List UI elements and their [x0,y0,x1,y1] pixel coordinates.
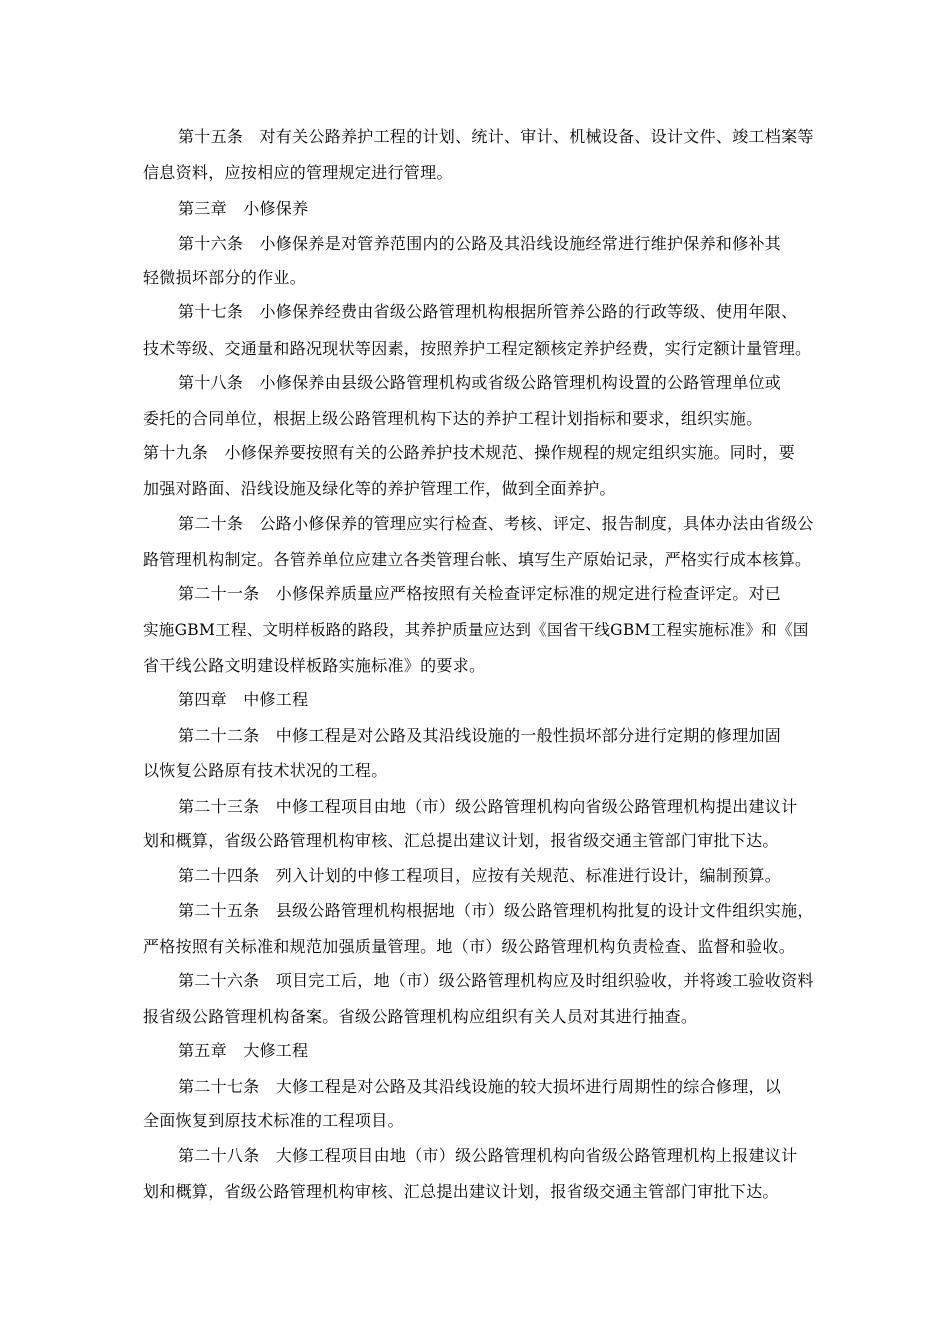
chapter-heading: 第四章 中修工程 [178,690,309,709]
text-line: 第二十七条 大修工程是对公路及其沿线设施的较大损坏进行周期性的综合修理，以 [178,1077,782,1096]
text-line: 轻微损坏部分的作业。 [143,268,307,287]
text-line: 第二十六条 项目完工后，地（市）级公路管理机构应及时组织验收，并将竣工验收资料 [178,971,814,990]
chapter-heading: 第三章 小修保养 [178,199,309,218]
text-line: 路管理机构制定。各管养单位应建立各类管理台帐、填写生产原始记录，严格实行成本核算。 [143,550,812,569]
text-line: 加强对路面、沿线设施及绿化等的养护管理工作，做到全面养护。 [143,479,616,498]
text-line: 第十八条 小修保养由县级公路管理机构或省级公路管理机构设置的公路管理单位或 [178,373,782,392]
text-line: 第二十四条 列入计划的中修工程项目，应按有关规范、标准进行设计，编制预算。 [178,866,782,885]
text-line: 第二十五条 县级公路管理机构根据地（市）级公路管理机构批复的设计文件组织实施， [178,901,814,920]
text-line: 第二十一条 小修保养质量应严格按照有关检查评定标准的规定进行检查评定。对已 [178,584,782,603]
text-line: 划和概算，省级公路管理机构审核、汇总提出建议计划，报省级交通主管部门审批下达。 [143,831,779,850]
text-line: 报省级公路管理机构备案。省级公路管理机构应组织有关人员对其进行抽查。 [143,1007,698,1026]
text-line: 严格按照有关标准和规范加强质量管理。地（市）级公路管理机构负责检查、监督和验收。 [143,937,796,956]
text-line: 第二十八条 大修工程项目由地（市）级公路管理机构向省级公路管理机构上报建议计 [178,1146,798,1165]
chapter-heading: 第五章 大修工程 [178,1041,309,1060]
text-line: 第二十二条 中修工程是对公路及其沿线设施的一般性损坏部分进行定期的修理加固 [178,726,782,745]
text-line: 第十五条 对有关公路养护工程的计划、统计、审计、机械设备、设计文件、竣工档案等 [178,127,814,146]
text-line: 第十九条 小修保养要按照有关的公路养护技术规范、操作规程的规定组织实施。同时，要 [143,443,796,462]
text-line: 实施GBM工程、文明样板路的路段，其养护质量应达到《国省干线GBM工程实施标准》和《国 [143,621,809,639]
text-line: 委托的合同单位，根据上级公路管理机构下达的养护工程计划指标和要求，组织实施。 [143,409,763,428]
text-line: 第二十三条 中修工程项目由地（市）级公路管理机构向省级公路管理机构提出建议计 [178,797,798,816]
text-line: 全面恢复到原技术标准的工程项目。 [143,1111,404,1130]
text-line: 技术等级、交通量和路况现状等因素，按照养护工程定额核定养护经费，实行定额计量管理。 [143,339,812,358]
text-line: 第十六条 小修保养是对管养范围内的公路及其沿线设施经常进行维护保养和修补其 [178,234,782,253]
text-line: 第二十条 公路小修保养的管理应实行检查、考核、评定、报告制度，具体办法由省级公 [178,514,814,533]
text-line: 划和概算，省级公路管理机构审核、汇总提出建议计划，报省级交通主管部门审批下达。 [143,1182,779,1201]
text-line: 信息资料，应按相应的管理规定进行管理。 [143,163,453,182]
text-line: 以恢复公路原有技术状况的工程。 [143,761,388,780]
text-line: 第十七条 小修保养经费由省级公路管理机构根据所管养公路的行政等级、使用年限、 [178,302,798,321]
text-line: 省干线公路文明建设样板路实施标准》的要求。 [143,656,486,675]
